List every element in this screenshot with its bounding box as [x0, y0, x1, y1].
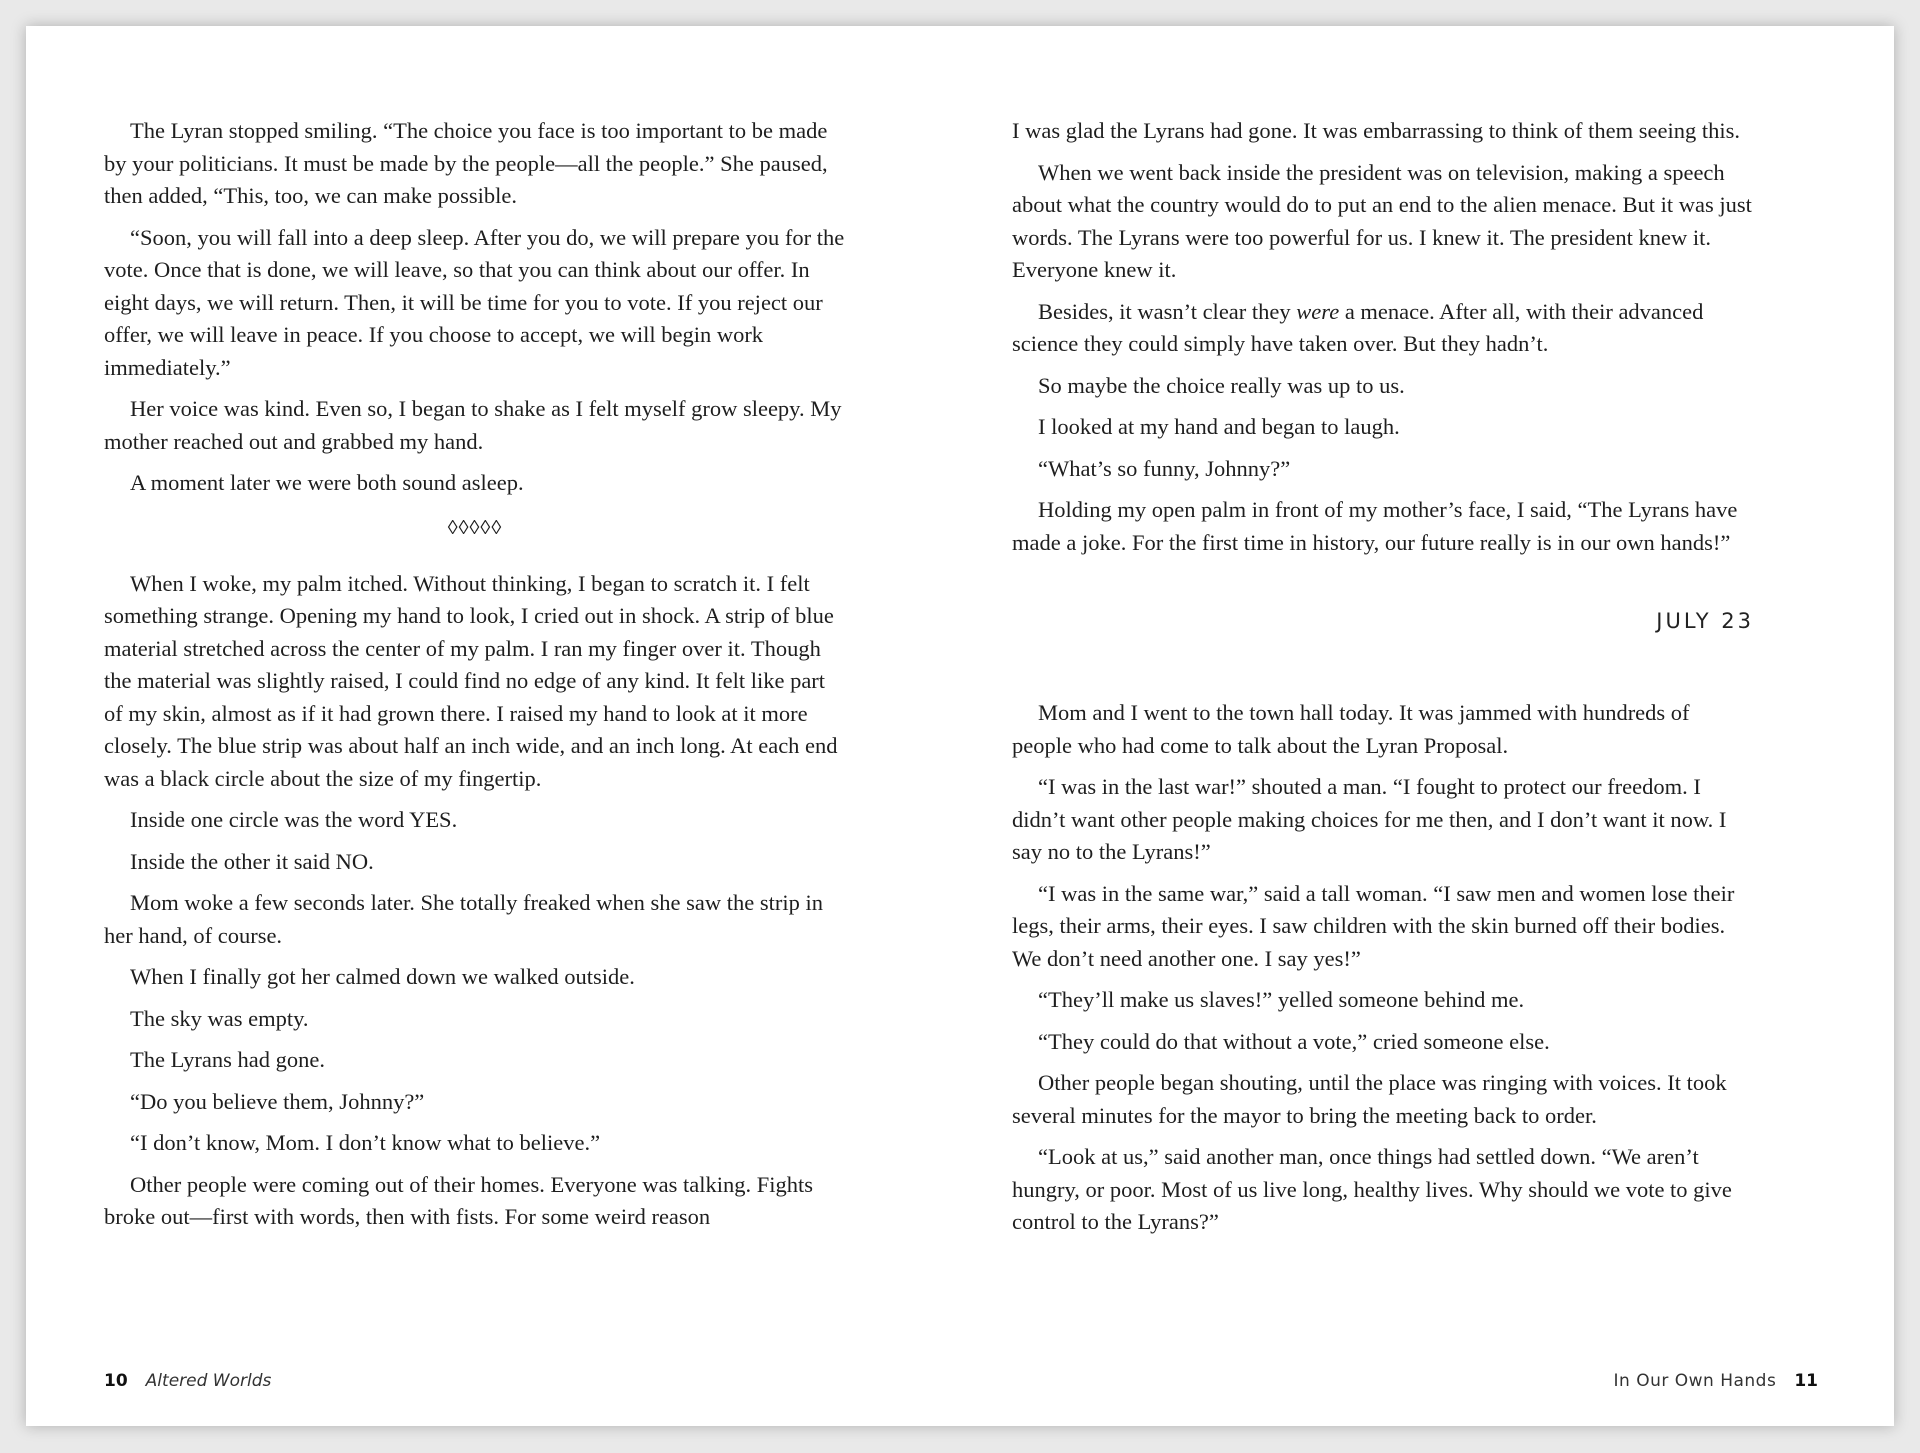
paragraph: Other people began shouting, until the place was ringing with voices. It took several minutes for the mayor to bring the meeting back to order.	[1012, 1070, 1727, 1128]
page-number: 10	[104, 1371, 128, 1391]
right-page-footer	[1614, 1366, 1819, 1396]
paragraph: So maybe the choice really was up to us.	[1038, 372, 1405, 398]
paragraph: “I was in the last war!” shouted a man. “I fought to protect our freedom. I didn’t want other people making choices for me then, and I don’t want it now. I say no to the Lyrans!”	[1012, 774, 1727, 864]
paragraph: Holding my open palm in front of my mother’s face, I said, “The Lyrans have made a joke. For the first time in history, our future really is in our own hands!”	[1012, 497, 1738, 555]
paragraph	[1012, 296, 1754, 361]
paragraph: Mom woke a few seconds later. She totally freaked when she saw the strip in her hand, of course.	[104, 890, 823, 948]
paragraph: A moment later we were both sound asleep.	[130, 470, 524, 495]
paragraph: When I woke, my palm itched. Without thinking, I began to scratch it. I felt something strange. Opening my hand to look, I cried out in shock. A strip of blue material stretched across the center of my palm. I ran my finger over it. Though the material was slightly raised, I could find no edge of any kind. It felt like part of my skin, almost as if it had grown there. I raised my hand to look at it more closely. The blue strip was about half an inch wide, and an inch long. At each end was a black circle about the size of my fingertip.	[104, 570, 838, 791]
left-page-footer	[104, 1366, 271, 1396]
paragraph: “Do you believe them, Johnny?”	[130, 1088, 425, 1114]
text-run: a menace. After all, with their advanced science they could simply have taken over. But they hadn’t.	[1012, 298, 1704, 356]
paragraph: Inside the other it said NO.	[130, 848, 374, 874]
text-run: Besides, it wasn’t clear they	[1038, 298, 1297, 324]
date-heading: JULY 23	[1656, 609, 1754, 633]
paragraph: When we went back inside the president was on television, making a speech about what the country would do to put an end to the alien menace. But it was just words. The Lyrans were too powerful for us. I knew it. The president knew it. Everyone knew it.	[1012, 159, 1752, 282]
paragraph: Her voice was kind. Even so, I began to shake as I felt myself grow sleepy. My mother reached out and grabbed my hand.	[104, 396, 842, 454]
running-head-book-title: Altered Worlds	[145, 1371, 272, 1391]
paragraph: “Soon, you will fall into a deep sleep. After you do, we will prepare you for the vote. Once that is done, we will leave, so that you can think about our offer. In eight days, we will return. Then, it will be time for you to vote. If you reject our offer, we will leave in peace. If you choose to accept, we will begin work immediately.”	[104, 224, 845, 380]
paragraph: When I finally got her calmed down we walked outside.	[130, 964, 635, 989]
paragraph: Inside one circle was the word YES.	[130, 807, 458, 832]
emphasis-text: were	[1296, 298, 1340, 324]
book-spread	[26, 26, 1894, 1426]
paragraph: “They’ll make us slaves!” yelled someone behind me.	[1038, 987, 1525, 1012]
paragraph: I looked at my hand and began to laugh.	[1038, 414, 1400, 439]
page-number: 11	[1794, 1371, 1818, 1391]
paragraph: “Look at us,” said another man, once things had settled down. “We aren’t hungry, or poor. Most of us live long, healthy lives. Why should we vote to give control to the Lyrans?”	[1012, 1144, 1732, 1234]
left-page	[26, 26, 960, 1426]
paragraph: “They could do that without a vote,” cried someone else.	[1038, 1028, 1550, 1054]
paragraph: The Lyrans had gone.	[130, 1047, 325, 1072]
paragraph: The sky was empty.	[130, 1005, 309, 1031]
paragraph: I was glad the Lyrans had gone. It was embarrassing to think of them seeing this.	[1012, 118, 1740, 143]
paragraph: Mom and I went to the town hall today. It was jammed with hundreds of people who had come to talk about the Lyran Proposal.	[1012, 700, 1690, 758]
paragraph: Other people were coming out of their homes. Everyone was talking. Fights broke out—first with words, then with fists. For some weird reason	[104, 1171, 813, 1229]
paragraph: “What’s so funny, Johnny?”	[1038, 455, 1291, 481]
paragraph: The Lyran stopped smiling. “The choice you face is too important to be made by your politicians. It must be made by the people—all the people.” She paused, then added, “This, too, we can make possible.	[104, 118, 828, 208]
paragraph: “I don’t know, Mom. I don’t know what to believe.”	[130, 1130, 601, 1155]
left-text-column	[104, 115, 846, 1243]
section-break-ornament: ◊◊◊◊◊	[447, 516, 503, 539]
right-page	[960, 26, 1894, 1426]
running-head-chapter-title: In Our Own Hands	[1613, 1371, 1777, 1391]
right-text-column	[1012, 115, 1754, 1248]
paragraph: “I was in the same war,” said a tall woman. “I saw men and women lose their legs, their arms, their eyes. I saw children with the skin burned off their bodies. We don’t need another one. I say yes!”	[1012, 880, 1735, 971]
